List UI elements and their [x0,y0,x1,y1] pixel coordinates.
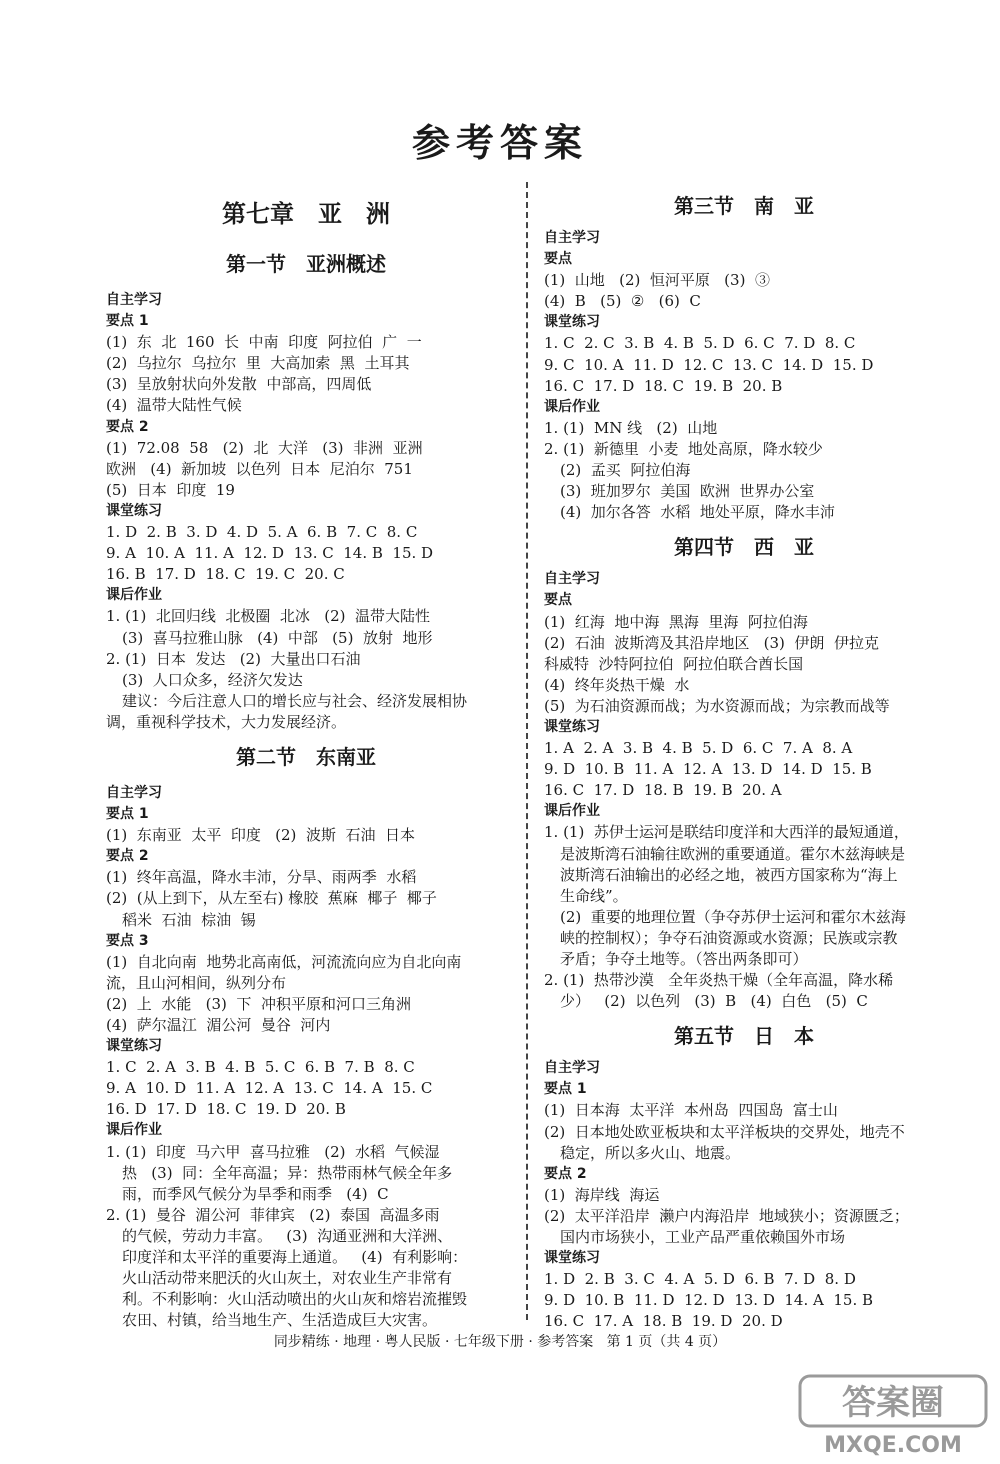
watermark-logo [798,1372,988,1458]
answer-line: 2. (1) 日本 发达 (2) 大量出口石油 [106,649,361,668]
answer-line: 1. C 2. C 3. B 4. B 5. D 6. C 7. D 8. C [544,334,856,353]
answer-line: 9. D 10. B 11. D 12. D 13. D 14. A 15. B [544,1291,874,1310]
answer-line: 少） (2) 以色列 (3) B (4) 白色 (5) C [560,992,868,1011]
answer-line: 矛盾；争夺土地等。（答出两条即可） [560,950,808,968]
label-yaodian: 要点 3 [106,932,149,949]
label-zizhu: 自主学习 [106,784,162,801]
answer-line: (1) 终年高温，降水丰沛，分旱、雨两季 水稻 [106,868,417,887]
answer-line: 2. (1) 新德里 小麦 地处高原，降水较少 [544,439,823,458]
answer-line: 1. (1) 苏伊士运河是联结印度洋和大西洋的最短通道， [544,823,909,842]
answer-line: 1. D 2. B 3. D 4. D 5. A 6. B 7. C 8. C [106,523,418,542]
answer-line: 雨，而季风气候分为旱季和雨季 (4) C [122,1184,389,1203]
answer-line: 9. A 10. D 11. A 12. A 13. C 14. A 15. C [106,1079,433,1098]
answer-line: 调，重视科学技术，大力发展经济。 [106,712,347,731]
label-yaodian: 要点 2 [106,418,149,435]
label-yaodian: 要点 1 [106,313,149,330]
answer-line: (3) 人口众多，经济欠发达 [122,670,303,689]
answer-line: 稻米 石油 棕油 锡 [122,910,256,929]
watermark-text-url: MXQE.COM [824,1433,962,1458]
answer-line: 农田、村镇，给当地生产、生活造成巨大灾害。 [122,1311,438,1330]
answer-line: (4) 萨尔温江 湄公河 曼谷 河内 [106,1016,331,1034]
answer-line: 1. (1) 印度 马六甲 喜马拉雅 (2) 水稻 气候湿 [106,1142,440,1161]
label-yaodian: 要点 [544,592,572,609]
answer-line: 波斯湾石油输出的必经之地，被西方国家称为“海上 [560,865,898,884]
left-column [106,190,506,1331]
answer-line: (1) 自北向南 地势北高南低，河流流向应为自北向南 [106,952,462,971]
answer-line: (4) 温带大陆性气候 [106,396,242,415]
label-ketang: 课堂练习 [544,314,600,331]
answer-line: 16. C 17. A 18. B 19. D 20. D [544,1312,783,1331]
section-title-3: 第三节 南 亚 [674,194,814,218]
label-yaodian: 要点 1 [544,1081,587,1098]
answer-line: 流，且山河相间，纵列分布 [106,973,287,992]
answer-line: 1. C 2. A 3. B 4. B 5. C 6. B 7. B 8. C [106,1058,415,1077]
answer-line: (2) 重要的地理位置（争夺苏伊士运河和霍尔木兹海 [560,907,906,926]
answer-line: (4) 加尔各答 水稻 地处平原，降水丰沛 [560,503,835,522]
answer-line: (5) 为石油资源而战；为水资源而战；为宗教而战等 [544,696,890,715]
answer-line: 9. D 10. B 11. A 12. A 13. D 14. D 15. B [544,760,872,779]
answer-line: (2) 日本地处欧亚板块和太平洋板块的交界处，地壳不 [544,1122,905,1141]
label-zizhu: 自主学习 [544,230,600,246]
answer-line: 16. C 17. D 18. B 19. B 20. A [544,781,782,800]
section-title-4: 第四节 西 亚 [674,535,814,560]
label-yaodian: 要点 1 [106,806,149,823]
page-footer: 同步精练 · 地理 · 粤人民版 · 七年级下册 · 参考答案 第 1 页（共 4 页） [273,1334,727,1350]
answer-line: (2) 石油 波斯湾及其沿岸地区 (3) 伊朗 伊拉克 [544,633,879,652]
section-title-1: 第一节 亚洲概述 [226,252,386,276]
label-kehou: 课后作业 [106,587,162,604]
page-title: 参考答案 [411,121,588,165]
answer-line: 欧洲 (4) 新加坡 以色列 日本 尼泊尔 751 [106,459,413,478]
label-zizhu: 自主学习 [544,1060,600,1077]
label-ketang: 课堂练习 [544,718,600,735]
section-title-5: 第五节 日 本 [674,1024,814,1049]
answer-line: (3) 喜马拉雅山脉 (4) 中部 (5) 放射 地形 [122,628,433,647]
answer-line: 1. D 2. B 3. C 4. A 5. D 6. B 7. D 8. D [544,1270,856,1289]
answer-line: 利。不利影响：火山活动喷出的火山灰和熔岩流摧毁 [122,1290,468,1309]
answer-line: 16. D 17. D 18. C 19. D 20. B [106,1100,346,1119]
answer-line: 印度洋和太平洋的重要海上通道。 (4) 有利影响： [122,1248,468,1267]
label-yaodian: 要点 [544,251,572,268]
label-yaodian: 要点 2 [544,1165,587,1182]
answer-line: 峡的控制权）；争夺石油资源或水资源；民族或宗教 [560,928,898,947]
answer-line: (3) 班加罗尔 美国 欧洲 世界办公室 [560,482,815,501]
answer-line: (1) 东南亚 太平 印度 (2) 波斯 石油 日本 [106,826,416,845]
answer-line: (2) (从上到下，从左至右) 橡胶 蕉麻 椰子 椰子 [106,889,437,908]
label-kehou: 课后作业 [544,803,600,820]
label-yaodian: 要点 2 [106,848,149,865]
answer-line: 科威特 沙特阿拉伯 阿拉伯联合酋长国 [544,654,804,673]
answer-line: 是波斯湾石油输往欧洲的重要通道。霍尔木兹海峡是 [560,844,906,863]
label-kehou: 课后作业 [544,398,600,415]
answer-line: 9. C 10. A 11. D 12. C 13. C 14. D 15. D [544,355,874,374]
label-ketang: 课堂练习 [106,1038,162,1055]
answer-line: 国内市场狭小，工业产品严重依赖国外市场 [560,1228,846,1247]
answer-line: (1) 72.08 58 (2) 北 大洋 (3) 非洲 亚洲 [106,438,423,457]
answer-line: (4) B (5) ② (6) C [544,292,701,311]
answer-line: 1. (1) 北回归线 北极圈 北冰 (2) 温带大陆性 [106,607,431,626]
label-ketang: 课堂练习 [544,1250,600,1267]
answer-line: (2) 上 水能 (3) 下 冲积平原和河口三角洲 [106,994,411,1013]
answer-line: (1) 山地 (2) 恒河平原 (3) ③ [544,271,770,290]
answer-line: 的气候，劳动力丰富。 (3) 沟通亚洲和大洋洲、 [122,1226,453,1245]
answer-line: 热 (3) 同：全年高温；异：热带雨林气候全年多 [122,1163,453,1182]
answer-line: (2) 乌拉尔 乌拉尔 里 大高加索 黑 土耳其 [106,354,410,373]
answer-line: 16. C 17. D 18. C 19. B 20. B [544,376,783,395]
answer-line: 稳定，所以多火山、地震。 [560,1143,741,1162]
answer-line: (5) 日本 印度 19 [106,480,235,499]
watermark-text-cn: 答案圈 [842,1383,944,1423]
label-zizhu: 自主学习 [544,571,600,588]
answer-line: (1) 海岸线 海运 [544,1185,660,1204]
label-zizhu: 自主学习 [106,292,162,308]
answer-line: (1) 日本海 太平洋 本州岛 四国岛 富士山 [544,1101,838,1120]
answer-line: 1. (1) MN 线 (2) 山地 [544,418,718,437]
answer-line: (1) 东 北 160 长 中南 印度 阿拉伯 广 一 [106,333,422,352]
answer-line: (2) 太平洋沿岸 濑户内海沿岸 地域狭小；资源匮乏； [544,1206,909,1225]
section-title-2: 第二节 东南亚 [236,744,376,769]
label-ketang: 课堂练习 [106,502,162,519]
chapter-title: 第七章 亚 洲 [222,200,390,228]
answer-line: (2) 孟买 阿拉伯海 [560,461,691,480]
answer-line: (3) 呈放射状向外发散 中部高，四周低 [106,375,372,394]
answer-line: 16. B 17. D 18. C 19. C 20. C [106,565,345,584]
column-divider [526,182,528,1320]
answer-line: (1) 红海 地中海 黑海 里海 阿拉伯海 [544,612,808,631]
answer-line: 建议：今后注意人口的增长应与社会、经济发展相协 [122,691,468,710]
label-kehou: 课后作业 [106,1122,162,1139]
answer-line: 9. A 10. A 11. A 12. D 13. C 14. B 15. D [106,544,434,563]
answer-line: 2. (1) 曼谷 湄公河 菲律宾 (2) 泰国 高温多雨 [106,1205,440,1224]
answer-line: 生命线”。 [560,886,628,905]
answer-line: 火山活动带来肥沃的火山灰土，对农业生产非常有 [122,1269,453,1288]
answer-line: 1. A 2. A 3. B 4. B 5. D 6. C 7. A 8. A [544,739,853,758]
right-column [544,190,944,1333]
answer-line: 2. (1) 热带沙漠 全年炎热干燥（全年高温，降水稀 [544,971,894,990]
answer-line: (4) 终年炎热干燥 水 [544,675,690,694]
